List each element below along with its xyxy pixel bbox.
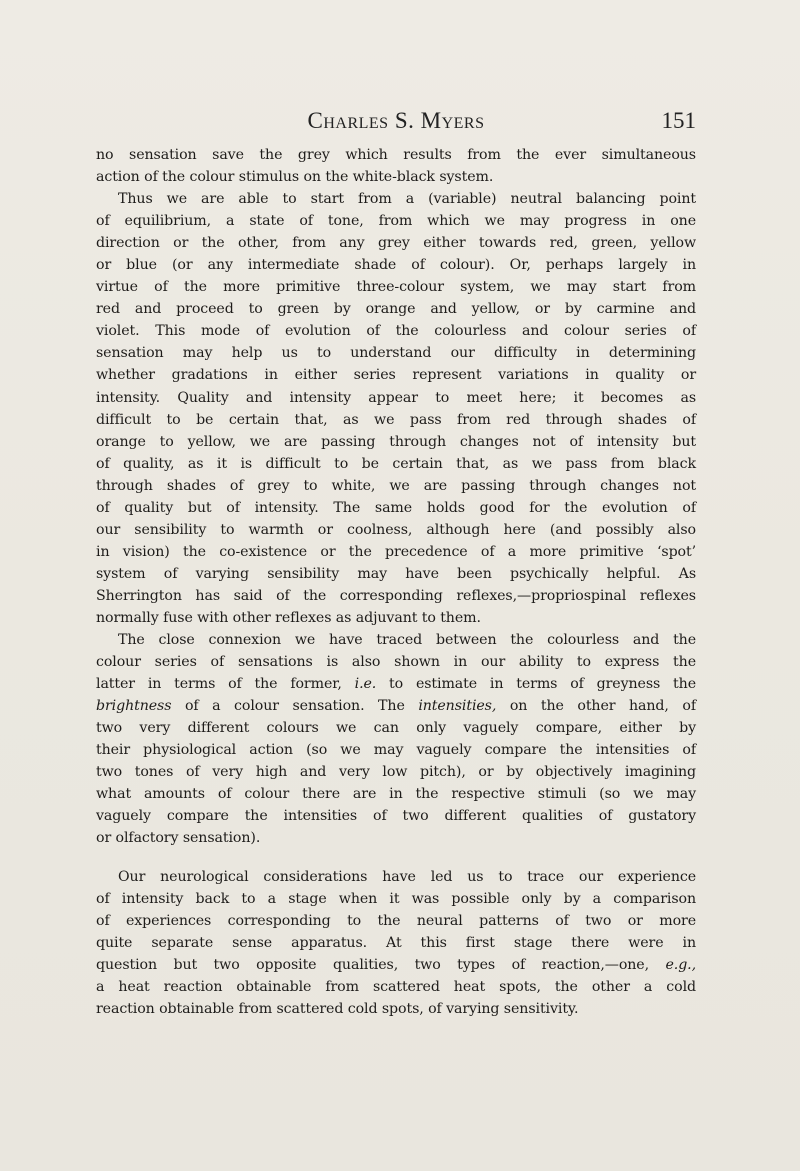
text-line: violet. This mode of evolution of the colourless and colour series of bbox=[96, 323, 696, 340]
text-line bbox=[96, 827, 696, 849]
text-run: or olfactory sensation). bbox=[96, 830, 261, 847]
text-line: Thus we are able to start from a (variable) neutral balancing point bbox=[118, 191, 696, 208]
text-run: two tones of very high and very low pitch), or by objectively imagining bbox=[96, 764, 696, 781]
text-run: Our neurological considerations have led us to trace our experience bbox=[118, 868, 696, 885]
text-line: through shades of grey to white, we are passing through changes not bbox=[96, 477, 696, 494]
paragraph-1 bbox=[96, 144, 696, 188]
text-line bbox=[96, 673, 696, 695]
paragraph-2 bbox=[96, 188, 696, 629]
paragraph-4 bbox=[96, 866, 696, 1020]
text-run: a heat reaction obtainable from scattered heat spots, the other a cold bbox=[96, 978, 696, 995]
text-line bbox=[96, 629, 696, 651]
text-line: of quality, as it is difficult to be certain that, as we pass from black bbox=[96, 455, 696, 472]
text-line bbox=[96, 739, 696, 761]
text-line bbox=[96, 976, 696, 998]
running-title: Charles S. Myers bbox=[307, 108, 485, 133]
text-line: red and proceed to green by orange and yellow, or by carmine and bbox=[96, 301, 696, 318]
text-line: direction or the other, from any grey either towards red, green, yellow bbox=[96, 235, 696, 252]
text-line: difficult to be certain that, as we pass from red through shades of bbox=[96, 411, 696, 428]
text-line: no sensation save the grey which results from the ever simultaneous bbox=[96, 147, 696, 163]
text-run: two very different colours we can only vaguely compare, either by bbox=[96, 720, 696, 737]
text-line: whether gradations in either series represent variations in quality or bbox=[96, 367, 696, 384]
text-line: our sensibility to warmth or coolness, although here (and possibly also bbox=[96, 521, 696, 538]
text-run: to estimate in terms of greyness the bbox=[376, 676, 696, 693]
text-run: their physiological action (so we may vaguely compare the intensities of bbox=[96, 742, 696, 759]
text-line bbox=[96, 805, 696, 827]
text-run: question but two opposite qualities, two types of reaction,—one, bbox=[96, 956, 666, 973]
text-run: colour series of sensations is also shown in our ability to express the bbox=[96, 654, 696, 671]
text-line bbox=[96, 998, 696, 1020]
text-run: what amounts of colour there are in the respective stimuli (so we may bbox=[96, 786, 696, 803]
body-text bbox=[96, 144, 696, 1020]
italic-text: brightness bbox=[96, 698, 172, 715]
text-line bbox=[96, 761, 696, 783]
text-line: Sherrington has said of the corresponding reflexes,—propriospinal reflexes bbox=[96, 587, 696, 604]
text-line: sensation may help us to understand our difficulty in determining bbox=[96, 345, 696, 362]
text-line bbox=[96, 717, 696, 739]
text-run: on the other hand, of bbox=[496, 698, 696, 715]
text-line bbox=[96, 783, 696, 805]
italic-text: e.g., bbox=[665, 956, 696, 973]
text-run: reaction obtainable from scattered cold spots, of varying sensitivity. bbox=[96, 1000, 579, 1017]
italic-text: i.e. bbox=[354, 676, 377, 693]
paragraph-3 bbox=[96, 629, 696, 849]
text-line: normally fuse with other reflexes as adjuvant to them. bbox=[96, 609, 481, 626]
text-run: of intensity back to a stage when it was possible only by a comparison bbox=[96, 890, 696, 907]
text-line: system of varying sensibility may have been psychically helpful. As bbox=[96, 565, 696, 582]
text-line: of quality but of intensity. The same holds good for the evolution of bbox=[96, 499, 696, 516]
text-line bbox=[96, 910, 696, 932]
text-line bbox=[96, 932, 696, 954]
text-run: of experiences corresponding to the neural patterns of two or more bbox=[96, 912, 696, 929]
running-head bbox=[96, 108, 696, 138]
text-run: of a colour sensation. The bbox=[171, 698, 419, 715]
text-run: quite separate sense apparatus. At this first stage there were in bbox=[96, 934, 696, 951]
text-line: in vision) the co-existence or the precedence of a more primitive ‘spot’ bbox=[96, 543, 696, 560]
text-line bbox=[96, 695, 696, 717]
text-line: virtue of the more primitive three-colour system, we may start from bbox=[96, 279, 696, 296]
text-line: or blue (or any intermediate shade of colour). Or, perhaps largely in bbox=[96, 257, 696, 274]
text-line: orange to yellow, we are passing through changes not of intensity but bbox=[96, 433, 696, 450]
text-line: action of the colour stimulus on the white-black system. bbox=[96, 169, 494, 186]
text-run: The close connexion we have traced between the colourless and the bbox=[118, 632, 696, 649]
text-line: intensity. Quality and intensity appear to meet here; it becomes as bbox=[96, 389, 696, 406]
text-line: of equilibrium, a state of tone, from which we may progress in one bbox=[96, 213, 696, 230]
text-line bbox=[96, 954, 696, 976]
text-run: latter in terms of the former, bbox=[96, 676, 355, 693]
page-number: 151 bbox=[661, 108, 696, 133]
text-run: vaguely compare the intensities of two different qualities of gustatory bbox=[96, 808, 696, 825]
text-line bbox=[96, 888, 696, 910]
italic-text: intensities, bbox=[418, 698, 497, 715]
text-line bbox=[96, 866, 696, 888]
text-line bbox=[96, 651, 696, 673]
